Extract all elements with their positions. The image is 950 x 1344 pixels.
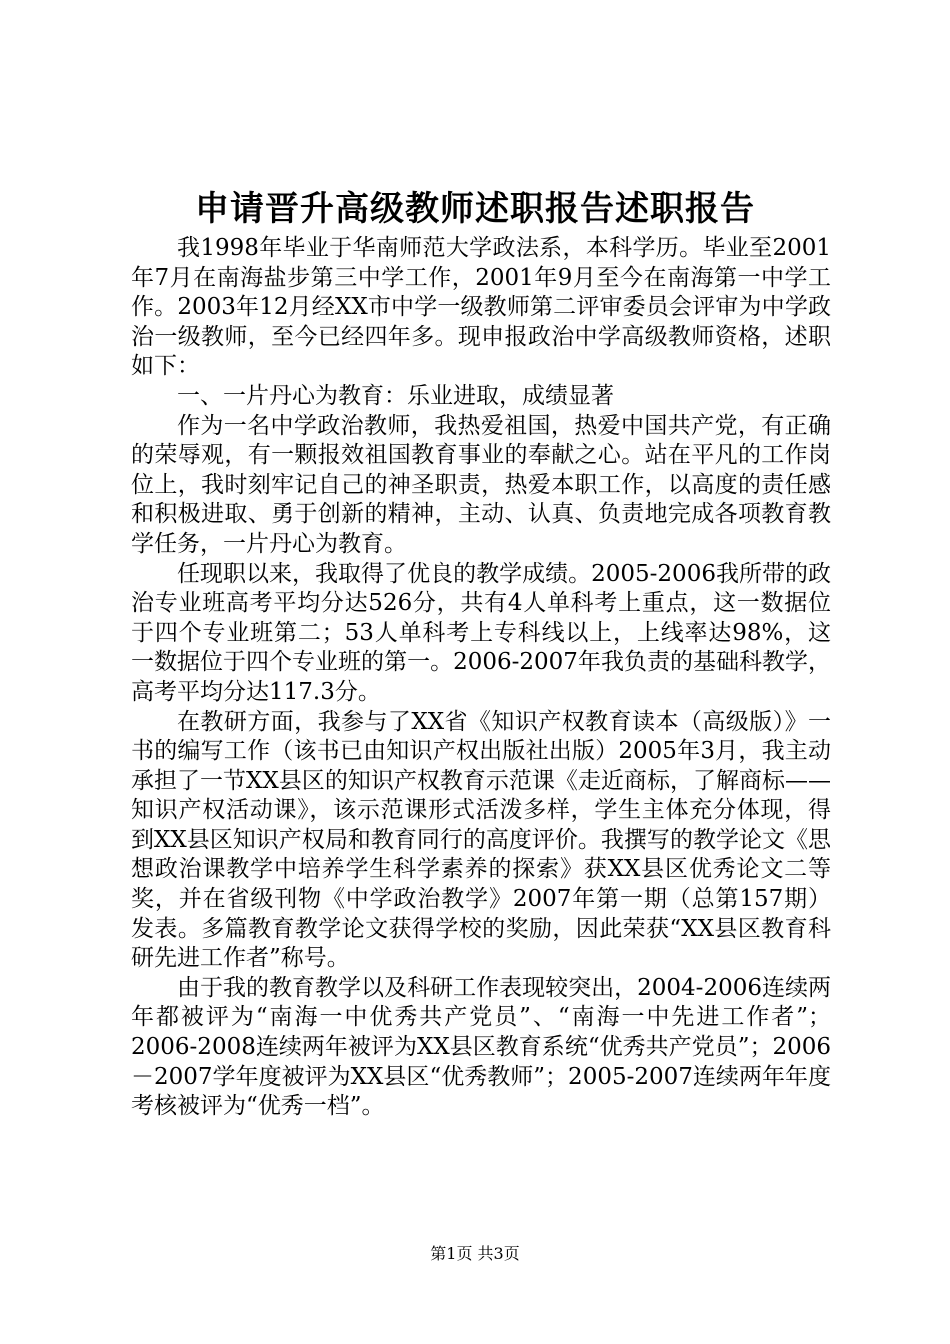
paragraph-dedication: 作为一名中学政治教师，我热爱祖国，热爱中国共产党，有正确的荣辱观，有一颗报效祖国教育事业的奉献之心。站在平凡的工作岗位上，我时刻牢记自己的神圣职责，热爱本职工作，以高度的责任感和积极进取、勇于创新的精神，主动、认真、负责地完成各项教育教学任务，一片丹心为教育。: [131, 412, 831, 557]
paragraph-intro: 我1998年毕业于华南师范大学政法系，本科学历。毕业至2001年7月在南海盐步第三中学工作，2001年9月至今在南海第一中学工作。2003年12月经XX市中学一级教师第二评审委员会评审为中学政治一级教师，至今已经四年多。现申报政治中学高级教师资格，述职如下：: [131, 235, 831, 380]
section-heading-1: 一、一片丹心为教育：乐业进取，成绩显著: [177, 382, 614, 409]
paragraph-research: 在教研方面，我参与了XX省《知识产权教育读本（高级版）》一书的编写工作（该书已由知识产权出版社出版）2005年3月，我主动承担了一节XX县区的知识产权教育示范课《走近商标，了解商标——知识产权活动课》，该示范课形式活泼多样，学生主体充分体现，得到XX县区知识产权局和教育同行的高度评价。我撰写的教学论文《思想政治课教学中培养学生科学素养的探索》获XX县区优秀论文二等奖，并在省级刊物《中学政治教学》2007年第一期（总第157期）发表。多篇教育教学论文获得学校的奖励，因此荣获“XX县区教育科研先进工作者”称号。: [131, 708, 831, 972]
paragraph-honors: 由于我的教育教学以及科研工作表现较突出，2004-2006连续两年都被评为“南海一中优秀共产党员”、“南海一中先进工作者”；2006-2008连续两年被评为XX县区教育系统“优秀共产党员”；2006－2007学年度被评为XX县区“优秀教师”；2005-2007连续两年年度考核被评为“优秀一档”。: [131, 974, 831, 1120]
page-number-footer: 第1页 共3页: [430, 1244, 520, 1263]
document-body: [131, 234, 831, 1122]
document-title: 申请晋升高级教师述职报告述职报告: [195, 189, 755, 229]
paragraph-teaching-results: 任现职以来，我取得了优良的教学成绩。2005-2006我所带的政治专业班高考平均分达526分，共有4人单科考上重点，这一数据位于四个专业班第二；53人单科考上专科线以上，上线率达98%，这一数据位于四个专业班的第一。2006-2007年我负责的基础科教学，高考平均分达117.3分。: [131, 560, 831, 705]
